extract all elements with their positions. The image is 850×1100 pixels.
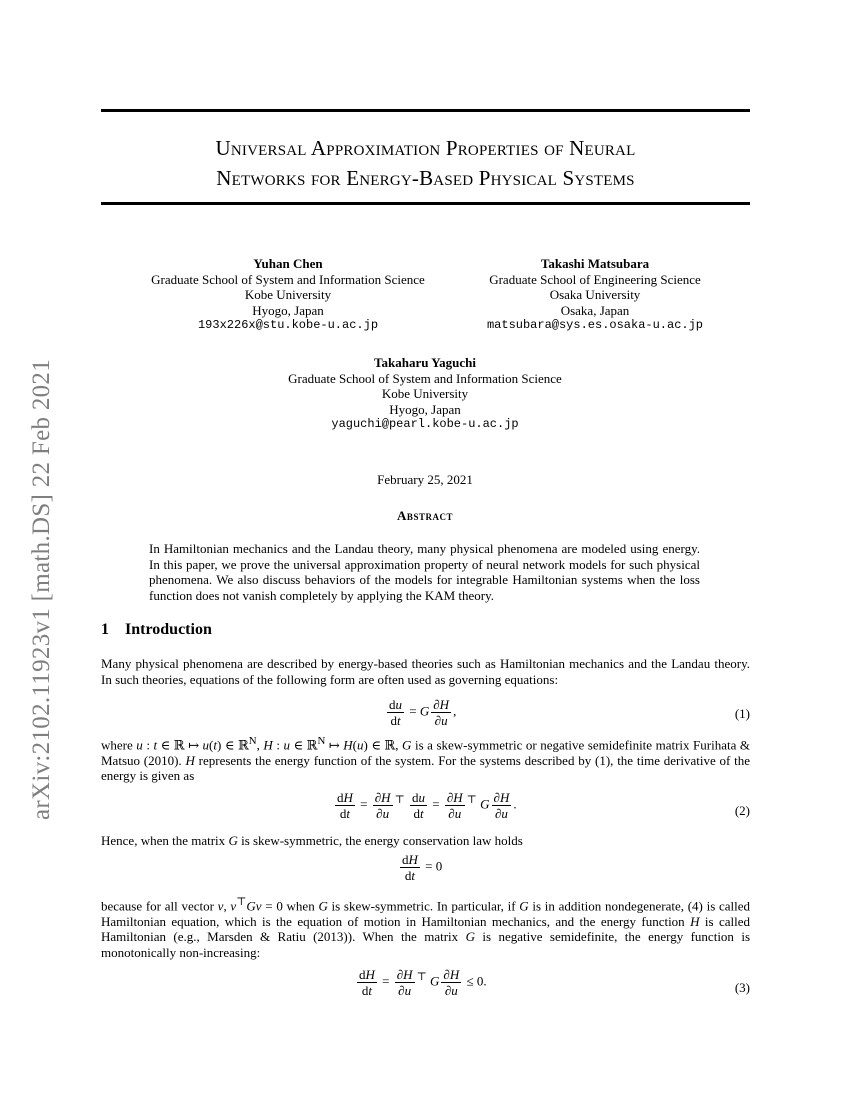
author-affiliation: Graduate School of System and Information Science — [151, 271, 425, 287]
author-location: Hyogo, Japan — [252, 302, 324, 318]
p4-text-f: is negative semidefinite, the energy function is monotonically non-increasing: — [101, 929, 750, 960]
p4-text-a: because for all vector — [101, 898, 214, 914]
p4-text-e: is called Hamiltonian (e.g., Marsden & Ratiu (2013)). When the matrix — [101, 913, 750, 945]
intro-paragraph-4: because for all vector v, v⊤Gv = 0 when G is skew-symmetric. In particular, if G is in addition nondegenerate, (4) is called Hamiltonian equation, which is the equation of motion in Hamiltonian mechanics, and the energy function H is called Hamiltonian (e.g., Marsden & Ratiu (2013)). When the matrix G is negative semidefinite, the energy function is monotonically non-increasing: — [101, 896, 751, 960]
abstract-heading: Abstract — [397, 508, 453, 523]
author-location: Hyogo, Japan — [389, 401, 461, 417]
p3-text-b: is skew-symmetric, the energy conservation law holds — [241, 833, 523, 848]
equation-1: $\frac{du}{dt}$ = G $\frac{\partial H}{\partial u}$ , — [389, 697, 457, 728]
author-email: 193x226x@stu.kobe-u.ac.jp — [197, 318, 379, 332]
p2-text-b: is a skew-symmetric or negative semidefinite matrix Furihata & Matsuo (2010). — [101, 737, 751, 768]
author-email: yaguchi@pearl.kobe-u.ac.jp — [331, 417, 519, 431]
author-affiliation: Graduate School of Engineering Science — [489, 271, 701, 287]
arxiv-identifier: arXiv:2102.11923v1 [math.DS] 22 Feb 2021 — [28, 358, 55, 820]
section-number: 1 — [101, 621, 109, 638]
section-title: Introduction — [125, 621, 212, 638]
equation-number-2: (2) — [734, 803, 750, 818]
p4-text-b: when — [286, 898, 315, 914]
p4-text-c: is skew-symmetric. In particular, if — [331, 898, 516, 914]
intro-paragraph-1: Many physical phenomena are described by energy-based theories such as Hamiltonian mechanics and the Landau theory. In such theories, equations of the following form are often used as governing equations: — [101, 656, 750, 687]
section-heading — [101, 621, 212, 639]
equation-energy-conservation: $\frac{dH}{dt}$ = 0 — [402, 852, 443, 883]
equation-2: $\frac{dH}{dt}$ = $\frac{\partial H}{\partial u}$ ⊤ $\frac{du}{dt}$ = $\frac{\partial H}{\partial u}$ ⊤ G $\frac{\partial H}{\partial u}$ . — [337, 790, 517, 821]
author-block-2 — [470, 256, 720, 334]
abstract-text: In Hamiltonian mechanics and the Landau theory, many physical phenomena are modeled using energy. In this paper, we prove the universal approximation property of neural network models for such physical phenomena. We also discuss behaviors of the models for integrable Hamiltonian systems when the loss function does not vanish completely by applying the KAM theory. — [149, 541, 700, 603]
author-university: Osaka University — [549, 287, 641, 302]
title-top-rule — [101, 109, 750, 112]
p2-text-a: where — [101, 737, 133, 753]
p3-text-a: Hence, when the matrix — [101, 833, 226, 848]
author-location: Osaka, Japan — [560, 302, 630, 318]
p2-text-c: represents the energy function of the system. For the systems described by (1), the time derivative of the energy is given as — [101, 752, 750, 784]
author-name: Takashi Matsubara — [540, 256, 650, 271]
paper-date: February 25, 2021 — [377, 472, 473, 487]
equation-3: $\frac{dH}{dt}$ = $\frac{\partial H}{\partial u}$ ⊤ G $\frac{\partial H}{\partial u}$ ≤ 0. — [359, 967, 487, 998]
equation-number-1: (1) — [734, 706, 750, 721]
title-line-1: Universal Approximation Properties of Neural — [215, 136, 636, 160]
equation-number-3: (3) — [734, 980, 750, 995]
author-affiliation: Graduate School of System and Information Science — [288, 370, 562, 386]
p4-text-d: is in addition nondegenerate, (4) is called Hamiltonian equation, which is the equation of motion in Hamiltonian mechanics, and the energy function — [101, 898, 751, 929]
title-bottom-rule — [101, 202, 750, 205]
author-block-1 — [130, 256, 446, 334]
author-name: Yuhan Chen — [253, 256, 323, 271]
author-email: matsubara@sys.es.osaka-u.ac.jp — [486, 318, 704, 332]
title-line-2: Networks for Energy-Based Physical Systems — [216, 166, 635, 190]
author-university: Kobe University — [381, 386, 469, 401]
author-block-3 — [250, 355, 600, 433]
author-name: Takaharu Yaguchi — [374, 355, 476, 370]
intro-paragraph-2: where u : t ∈ ℝ ↦ u(t) ∈ ℝ$^N$, H : u ∈ ℝ$^N$ ↦ H(u) ∈ ℝ, G is a skew-symmetric or negative semidefinite matrix Furihata & Matsuo (2010). H represents the energy function of the system. For the systems described by (1), the time derivative of the energy is given as — [101, 735, 751, 784]
paper-title — [101, 133, 750, 193]
intro-paragraph-3: Hence, when the matrix G is skew-symmetric, the energy conservation law holds — [101, 833, 523, 848]
author-university: Kobe University — [244, 287, 332, 302]
